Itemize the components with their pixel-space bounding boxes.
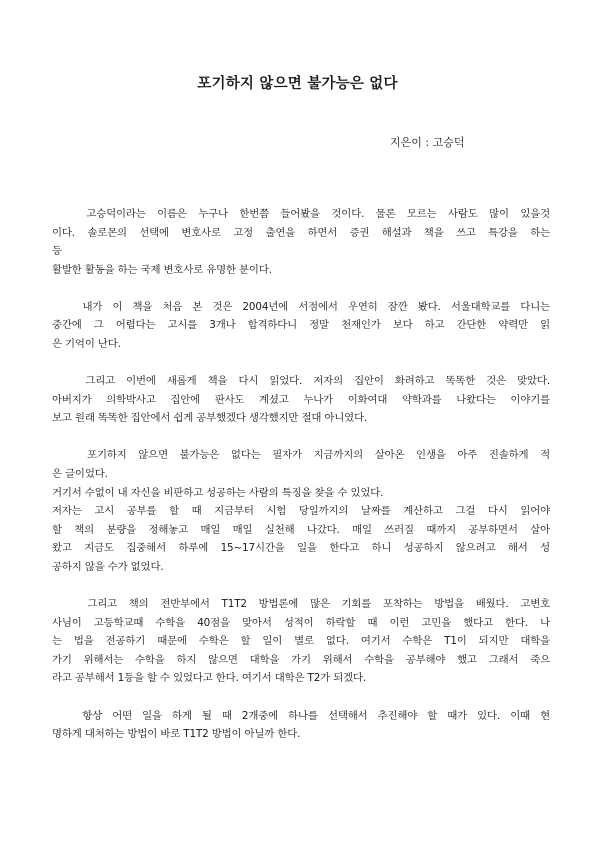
paragraph-line: 보고 원래 똑똑한 집안에서 쉽게 공부했겠다 생각했지만 절대 아니였다. <box>52 412 368 425</box>
paragraph-line: 저자는 고시 공부를 할 때 지금부터 시험 당일까지의 날짜를 계산하고 그걸 다시 읽어야 <box>52 505 550 518</box>
paragraph-line: 은 기억이 난다. <box>52 338 121 351</box>
paragraph-line: 고승덕이라는 이름은 누구나 한번쯤 들어봤을 것이다. 물론 모르는 사람도 많이 있을것 <box>52 208 550 220</box>
document-title: 포기하지 않으면 불가능은 없다 <box>197 76 398 92</box>
paragraph-line: 등 <box>52 245 62 258</box>
paragraph-line: 은 글이었다. <box>52 468 108 481</box>
paragraph-line: 내가 이 책을 처음 본 것은 2004년에 서점에서 우연히 잠깐 봤다. 서울대학교를 다니는 <box>52 300 550 313</box>
paragraph-line: 항상 어떤 일을 하게 될 때 2개중에 하나를 선택해서 추진해야 할 때가 있다. 이때 현 <box>52 709 550 722</box>
body-text <box>52 205 550 762</box>
paragraph-line: 가기 위해서는 수학을 하지 않으면 대학을 가기 위해서 수학을 공부해야 했고 그래서 죽으 <box>52 653 550 666</box>
paragraph <box>52 372 550 428</box>
paragraph-line: 사님이 고등학교때 수학을 40점을 맞아서 성적이 하락할 때 이런 고민을 했다고 한다. 나 <box>52 616 550 629</box>
paragraph-line: 포기하지 않으면 불가능은 없다는 필자가 지금까지의 살아온 인생을 아주 진솔하게 적 <box>52 449 550 462</box>
paragraph-line: 이다. 솔로몬의 선택에 변호사로 고정 출연을 하면서 증권 해설과 책을 쓰고 특강을 하는 <box>52 226 550 239</box>
paragraph-line: 아버지가 의학박사고 집안에 판사도 계셨고 누나가 이화여대 약학과를 나왔다는 이야기를 <box>52 393 550 406</box>
paragraph-line: 왔고 지금도 집중해서 하루에 15~17시간을 일을 한다고 하니 성공하지 않으려고 해서 성 <box>52 542 550 555</box>
paragraph <box>52 205 550 279</box>
paragraph-line: 거기서 수없이 내 자신을 비판하고 성공하는 사람의 특징을 찾을 수 있었다. <box>52 486 384 499</box>
paragraph <box>52 446 550 576</box>
paragraph-line: 그리고 이번에 새롭게 책을 다시 읽었다. 저자의 집안이 화려하고 똑똑한 것은 맞았다. <box>52 375 550 388</box>
paragraph <box>52 595 550 688</box>
paragraph-line: 공하지 않을 수가 없었다. <box>52 561 164 573</box>
paragraph <box>52 707 550 744</box>
paragraph-line: 그리고 책의 전반부에서 T1T2 방법론에 많은 기회를 포착하는 방법을 배웠다. 고변호 <box>52 598 550 611</box>
paragraph-line: 활발한 활동을 하는 국제 변호사로 유명한 분이다. <box>52 263 272 276</box>
paragraph-line: 명하게 대처하는 방법이 바로 T1T2 방법이 아닐까 한다. <box>52 728 301 741</box>
paragraph-line: 라고 공부해서 1등을 할 수 있었다고 한다. 여기서 대학은 T2가 되겠다. <box>52 672 367 685</box>
author-line: 지은이 : 고승덕 <box>390 136 465 149</box>
paragraph-line: 중간에 그 어렵다는 고시를 3개나 합격하다니 정말 천재인가 보다 하고 간단한 약력만 읽 <box>52 319 550 332</box>
paragraph <box>52 298 550 354</box>
paragraph-line: 는 법을 전공하기 때문에 수학은 할 일이 별로 없다. 여기서 수학은 T1이 되지만 대학을 <box>52 635 550 648</box>
paragraph-line: 할 책의 분량을 정해놓고 매일 매일 실천해 나갔다. 매일 쓰러질 때까지 공부하면서 살아 <box>52 523 550 536</box>
